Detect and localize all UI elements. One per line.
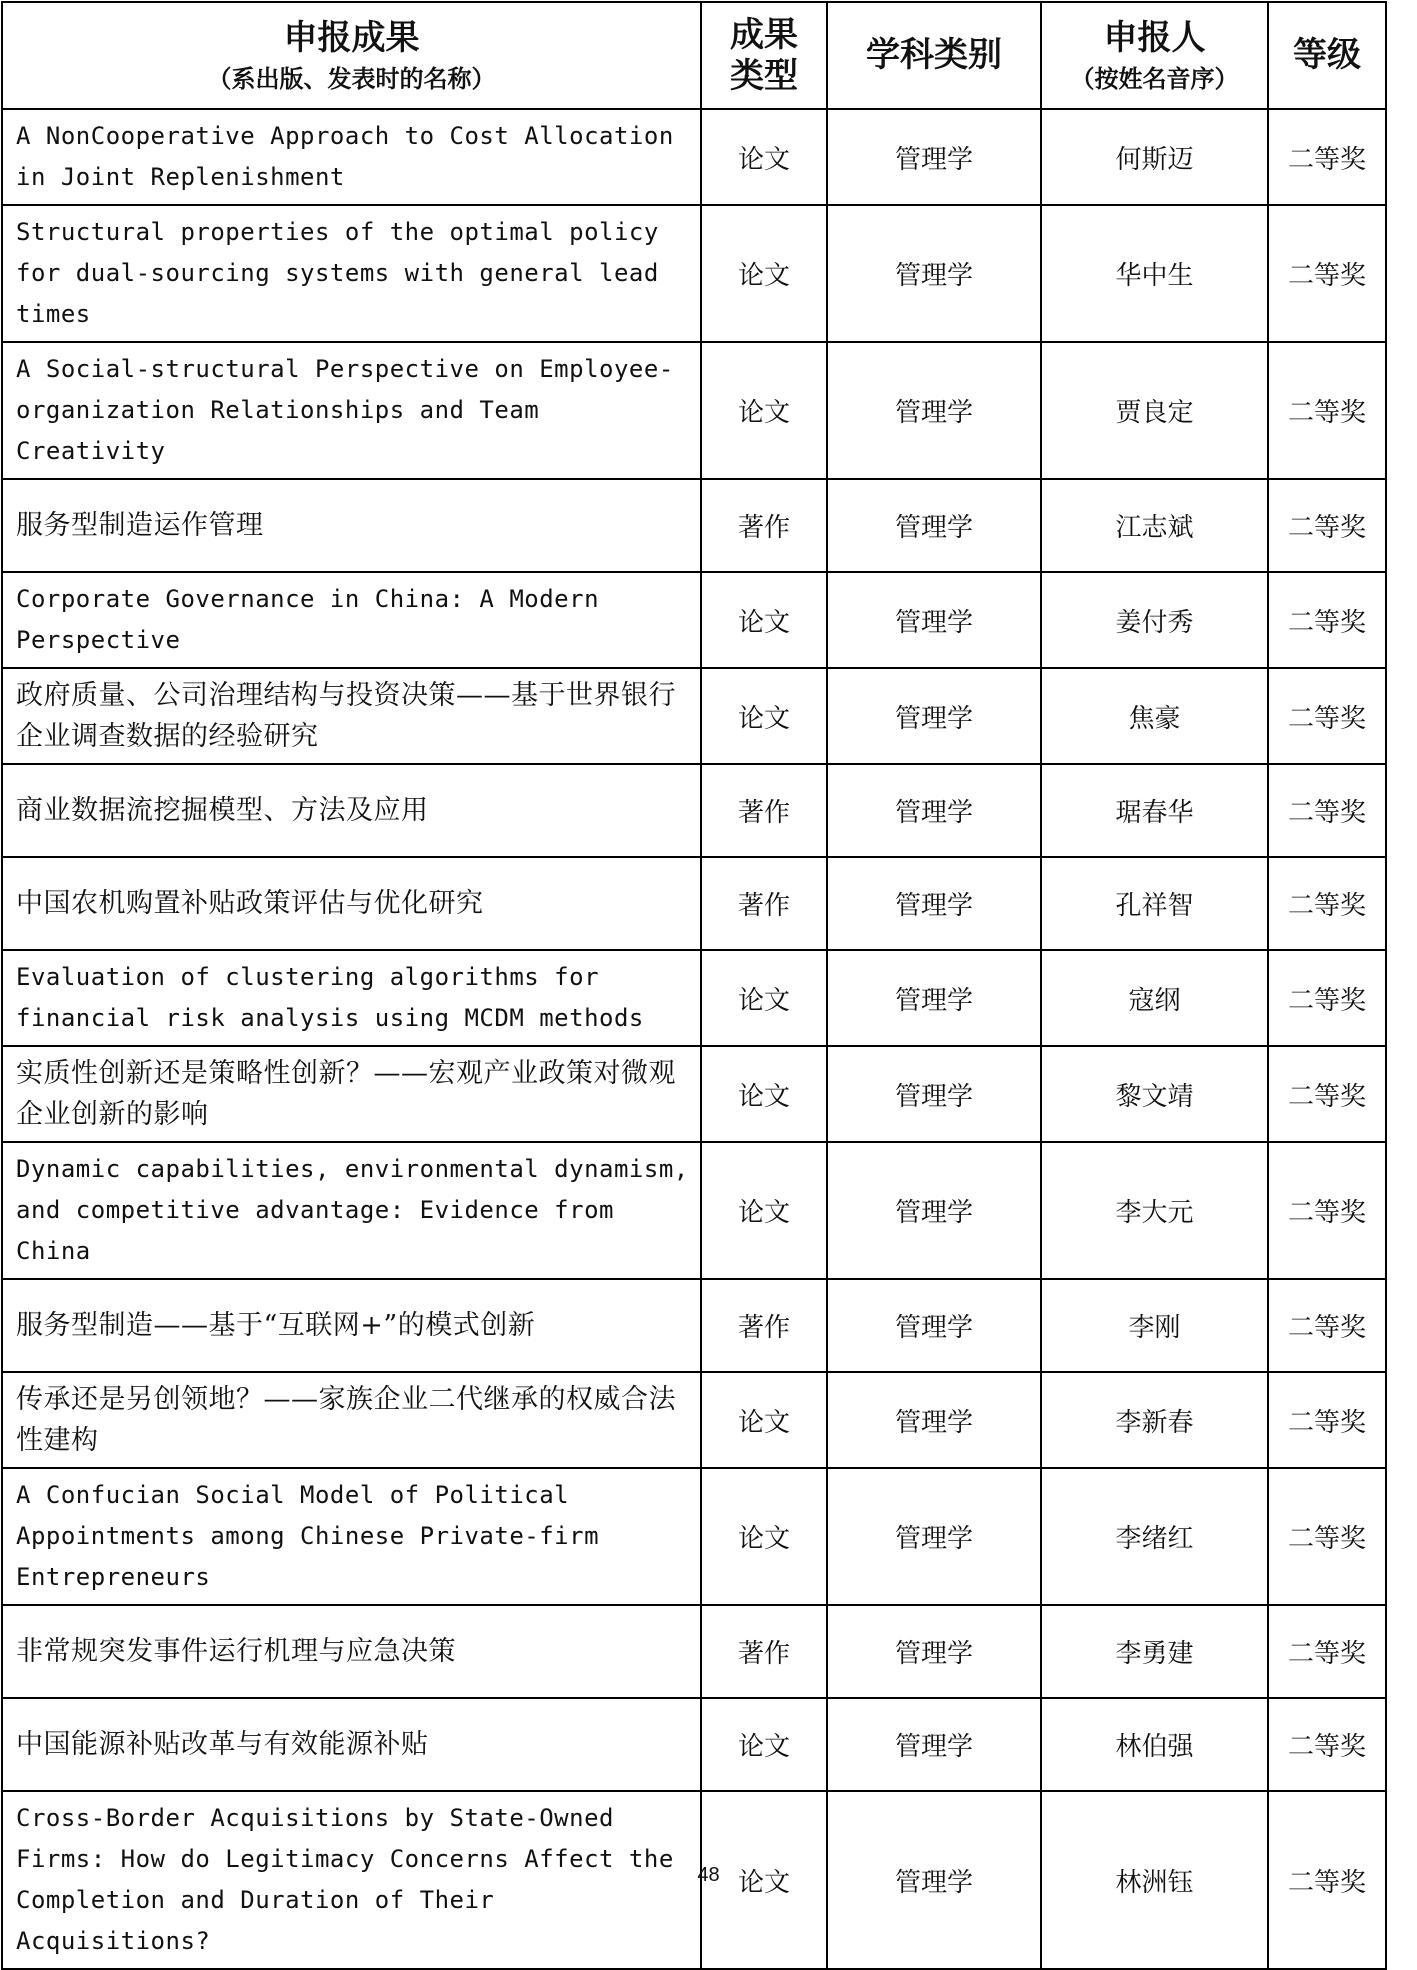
discipline: 管理学 (827, 572, 1041, 668)
grade: 二等奖 (1268, 1279, 1386, 1372)
grade: 二等奖 (1268, 1791, 1386, 1969)
achievement-title: 政府质量、公司治理结构与投资决策——基于世界银行企业调查数据的经验研究 (2, 668, 701, 764)
grade: 二等奖 (1268, 109, 1386, 205)
grade: 二等奖 (1268, 857, 1386, 950)
achievement-type: 论文 (701, 1046, 827, 1142)
table-row (2, 950, 1386, 1046)
grade: 二等奖 (1268, 1698, 1386, 1791)
discipline: 管理学 (827, 1791, 1041, 1969)
awards-table (1, 1, 1387, 1970)
header-row (2, 2, 1386, 109)
grade: 二等奖 (1268, 1468, 1386, 1605)
applicant: 李新春 (1041, 1372, 1268, 1468)
grade: 二等奖 (1268, 950, 1386, 1046)
header-type-line1: 成果 (730, 14, 798, 55)
discipline: 管理学 (827, 1698, 1041, 1791)
achievement-title: 实质性创新还是策略性创新？——宏观产业政策对微观企业创新的影响 (2, 1046, 701, 1142)
grade: 二等奖 (1268, 668, 1386, 764)
applicant: 姜付秀 (1041, 572, 1268, 668)
grade: 二等奖 (1268, 1046, 1386, 1142)
header-discipline (827, 2, 1041, 109)
achievement-type: 著作 (701, 764, 827, 857)
achievement-title: Cross-Border Acquisitions by State-Owned Firms: How do Legitimacy Concerns Affect the Completion and Duration of Their Acquisitions? (2, 1791, 701, 1969)
table-row (2, 1142, 1386, 1279)
achievement-title: 商业数据流挖掘模型、方法及应用 (2, 764, 701, 857)
achievement-type: 论文 (701, 1698, 827, 1791)
applicant: 何斯迈 (1041, 109, 1268, 205)
achievement-title: A NonCooperative Approach to Cost Allocation in Joint Replenishment (2, 109, 701, 205)
achievement-title: 服务型制造运作管理 (2, 479, 701, 572)
discipline: 管理学 (827, 205, 1041, 342)
achievement-type: 论文 (701, 342, 827, 479)
header-achievement-note: （系出版、发表时的名称） (207, 64, 496, 93)
table-row (2, 668, 1386, 764)
achievement-title: A Confucian Social Model of Political Appointments among Chinese Private-firm Entrepreneurs (2, 1468, 701, 1605)
applicant: 李勇建 (1041, 1605, 1268, 1698)
header-grade-label: 等级 (1293, 35, 1361, 76)
header-grade (1268, 2, 1386, 109)
header-discipline-label: 学科类别 (866, 35, 1002, 76)
applicant: 寇纲 (1041, 950, 1268, 1046)
applicant: 焦豪 (1041, 668, 1268, 764)
applicant: 孔祥智 (1041, 857, 1268, 950)
header-type-line2: 类型 (730, 55, 798, 96)
applicant: 贾良定 (1041, 342, 1268, 479)
applicant: 林伯强 (1041, 1698, 1268, 1791)
grade: 二等奖 (1268, 342, 1386, 479)
header-applicant-label: 申报人 (1103, 17, 1206, 58)
discipline: 管理学 (827, 1468, 1041, 1605)
table-row (2, 764, 1386, 857)
achievement-title: 中国能源补贴改革与有效能源补贴 (2, 1698, 701, 1791)
table-row (2, 109, 1386, 205)
achievement-title: 传承还是另创领地？——家族企业二代继承的权威合法性建构 (2, 1372, 701, 1468)
discipline: 管理学 (827, 109, 1041, 205)
header-type (701, 2, 827, 109)
grade: 二等奖 (1268, 572, 1386, 668)
discipline: 管理学 (827, 764, 1041, 857)
table-row (2, 1468, 1386, 1605)
achievement-type: 论文 (701, 1142, 827, 1279)
achievement-type: 著作 (701, 479, 827, 572)
achievement-title: A Social-structural Perspective on Employee-organization Relationships and Team Creativity (2, 342, 701, 479)
page-number: 48 (697, 1864, 720, 1886)
discipline: 管理学 (827, 1046, 1041, 1142)
discipline: 管理学 (827, 342, 1041, 479)
grade: 二等奖 (1268, 1605, 1386, 1698)
header-applicant (1041, 2, 1268, 109)
achievement-title: 中国农机购置补贴政策评估与优化研究 (2, 857, 701, 950)
table-row (2, 857, 1386, 950)
applicant: 李大元 (1041, 1142, 1268, 1279)
table-row (2, 479, 1386, 572)
applicant: 李刚 (1041, 1279, 1268, 1372)
discipline: 管理学 (827, 1372, 1041, 1468)
grade: 二等奖 (1268, 205, 1386, 342)
achievement-title: 非常规突发事件运行机理与应急决策 (2, 1605, 701, 1698)
applicant: 林洲钰 (1041, 1791, 1268, 1969)
achievement-type: 著作 (701, 857, 827, 950)
grade: 二等奖 (1268, 1142, 1386, 1279)
achievement-type: 论文 (701, 668, 827, 764)
achievement-type: 论文 (701, 109, 827, 205)
discipline: 管理学 (827, 668, 1041, 764)
header-applicant-note: （按姓名音序） (1070, 64, 1239, 93)
achievement-title: Evaluation of clustering algorithms for financial risk analysis using MCDM methods (2, 950, 701, 1046)
applicant: 李绪红 (1041, 1468, 1268, 1605)
discipline: 管理学 (827, 857, 1041, 950)
achievement-type: 著作 (701, 1279, 827, 1372)
achievement-type: 论文 (701, 572, 827, 668)
discipline: 管理学 (827, 1279, 1041, 1372)
table-row (2, 1698, 1386, 1791)
grade: 二等奖 (1268, 1372, 1386, 1468)
discipline: 管理学 (827, 1605, 1041, 1698)
applicant: 黎文靖 (1041, 1046, 1268, 1142)
table-row (2, 1279, 1386, 1372)
table-row (2, 1046, 1386, 1142)
discipline: 管理学 (827, 950, 1041, 1046)
applicant: 江志斌 (1041, 479, 1268, 572)
table-row (2, 1605, 1386, 1698)
achievement-title: Dynamic capabilities, environmental dynamism, and competitive advantage: Evidence from China (2, 1142, 701, 1279)
achievement-title: 服务型制造——基于“互联网+”的模式创新 (2, 1279, 701, 1372)
achievement-type: 论文 (701, 1372, 827, 1468)
table-row (2, 572, 1386, 668)
grade: 二等奖 (1268, 764, 1386, 857)
applicant: 琚春华 (1041, 764, 1268, 857)
achievement-title: Corporate Governance in China: A Modern Perspective (2, 572, 701, 668)
achievement-type: 著作 (701, 1605, 827, 1698)
applicant: 华中生 (1041, 205, 1268, 342)
grade: 二等奖 (1268, 479, 1386, 572)
achievement-type: 论文 (701, 1468, 827, 1605)
table-row (2, 1372, 1386, 1468)
achievement-title: Structural properties of the optimal policy for dual-sourcing systems with general lead times (2, 205, 701, 342)
achievement-type: 论文 (701, 1791, 827, 1969)
discipline: 管理学 (827, 479, 1041, 572)
achievement-type: 论文 (701, 205, 827, 342)
discipline: 管理学 (827, 1142, 1041, 1279)
table-row (2, 205, 1386, 342)
header-achievement (2, 2, 701, 109)
table-row (2, 342, 1386, 479)
header-achievement-label: 申报成果 (283, 17, 420, 58)
achievement-type: 论文 (701, 950, 827, 1046)
